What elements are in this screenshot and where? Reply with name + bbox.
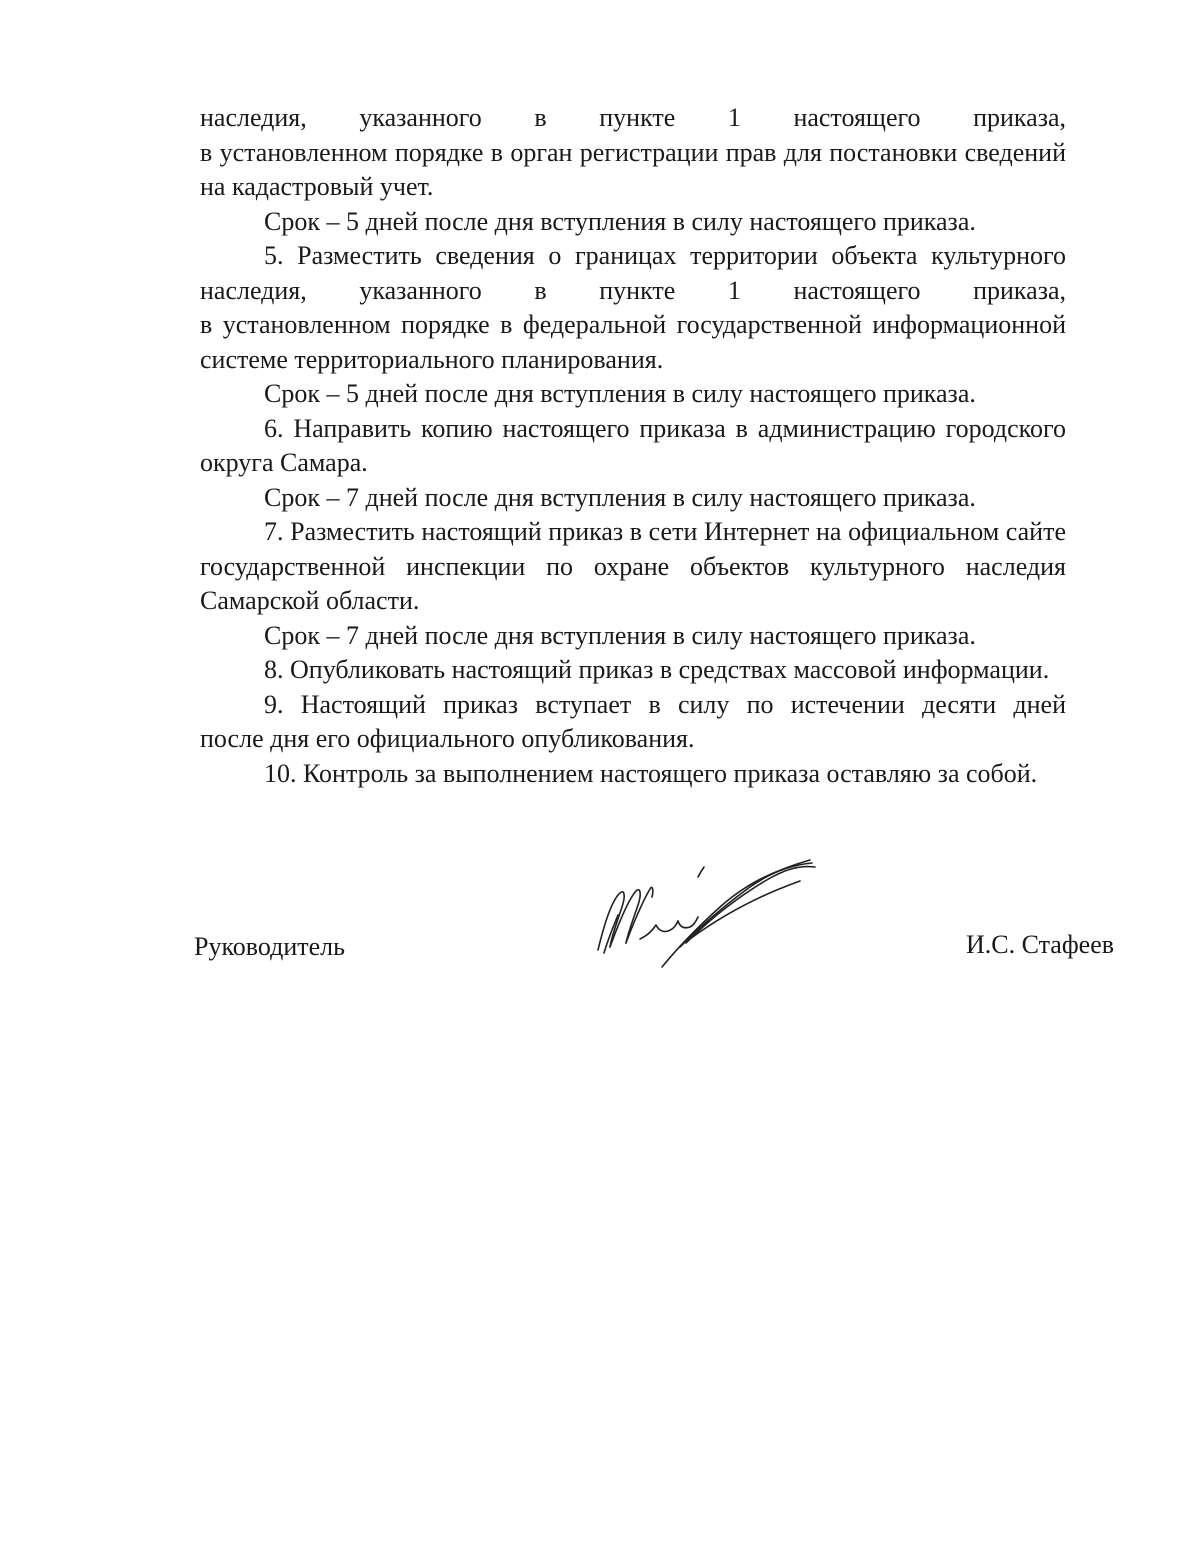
text-line: Срок – 5 дней после дня вступления в силу настоящего приказа. xyxy=(264,379,976,408)
paragraph-item-7 xyxy=(200,515,1066,619)
text-line: округа Самара. xyxy=(200,448,368,477)
text-line: на кадастровый учет. xyxy=(200,172,434,201)
text-line: 10. Контроль за выполнением настоящего приказа оставляю за собой. xyxy=(264,758,1038,788)
text-line: 7. Разместить настоящий приказ в сети Интернет на официальном сайте xyxy=(264,517,1066,546)
text-line: Срок – 5 дней после дня вступления в силу настоящего приказа. xyxy=(264,206,976,236)
text-line: 5. Разместить сведения о границах территории объекта культурного xyxy=(264,241,1066,270)
paragraph-deadline xyxy=(200,481,1066,516)
text-line: системе территориального планирования. xyxy=(200,344,664,374)
paragraph-deadline xyxy=(200,205,1066,240)
text-line: в установленном порядке в орган регистрации прав для постановки сведений xyxy=(200,137,1066,167)
text-line: 9. Настоящий приказ вступает в силу по истечении десяти дней xyxy=(264,689,1066,719)
paragraph-item-5 xyxy=(200,239,1066,377)
text-line: государственной инспекции по охране объектов культурного наследия xyxy=(200,551,1066,581)
text-line: после дня его официального опубликования. xyxy=(200,724,695,753)
text-line: 8. Опубликовать настоящий приказ в средствах массовой информации. xyxy=(264,655,1050,684)
handwritten-signature-icon xyxy=(590,855,820,975)
paragraph-registration xyxy=(200,101,1066,205)
text-line: наследия, указанного в пункте 1 настоящего приказа, xyxy=(200,103,1066,132)
paragraph-item-6 xyxy=(200,412,1066,481)
signatory-name: И.С. Стафеев xyxy=(966,930,1115,959)
signatory-position: Руководитель xyxy=(194,932,345,961)
paragraph-item-10 xyxy=(200,757,1066,792)
paragraph-item-9 xyxy=(200,688,1066,757)
paragraph-deadline xyxy=(200,377,1066,412)
text-line: Самарской области. xyxy=(200,586,420,615)
text-line: в установленном порядке в федеральной государственной информационной xyxy=(200,310,1066,339)
paragraph-item-8 xyxy=(200,653,1066,688)
text-line: наследия, указанного в пункте 1 настоящего приказа, xyxy=(200,275,1066,305)
text-line: Срок – 7 дней после дня вступления в силу настоящего приказа. xyxy=(264,620,976,650)
paragraph-deadline xyxy=(200,619,1066,654)
text-line: Срок – 7 дней после дня вступления в силу настоящего приказа. xyxy=(264,482,976,512)
document-body xyxy=(200,101,1066,791)
text-line: 6. Направить копию настоящего приказа в администрацию городского xyxy=(264,413,1066,443)
